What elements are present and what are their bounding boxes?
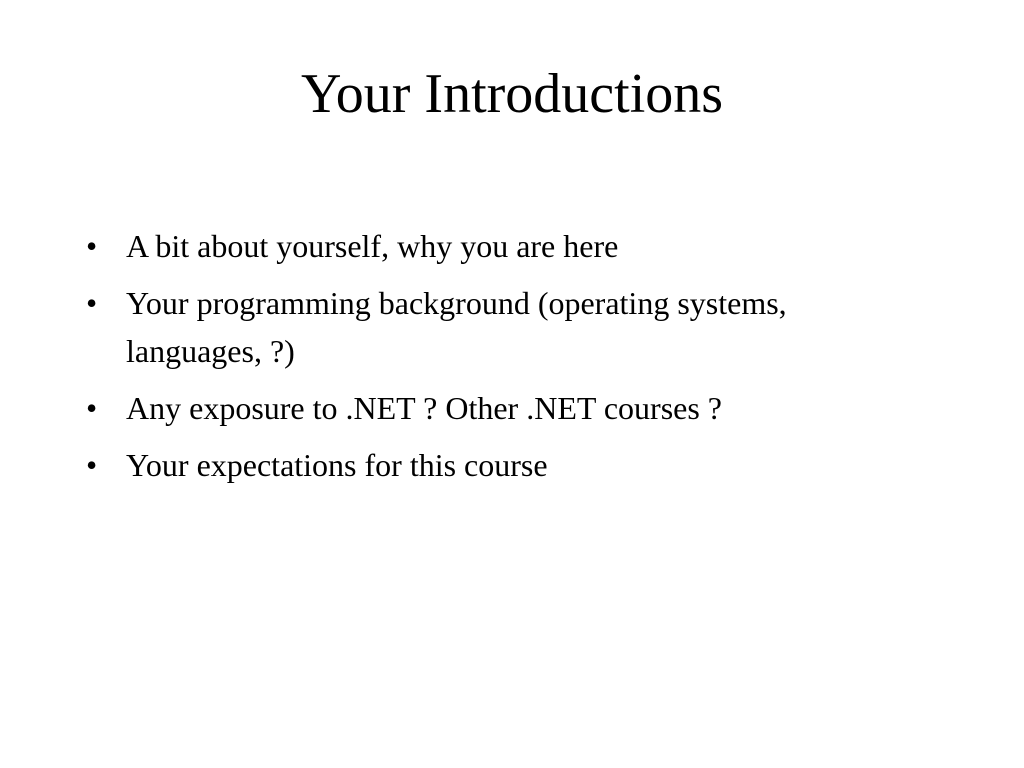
bullet-marker: • — [86, 447, 98, 483]
bullet-text: Any exposure to .NET ? Other .NET courses ? — [126, 390, 722, 426]
bullet-text: A bit about yourself, why you are here — [126, 228, 619, 264]
bullet-item — [86, 222, 926, 270]
bullet-marker: • — [86, 390, 98, 426]
slide-title: Your Introductions — [300, 63, 724, 125]
bullet-item — [86, 279, 926, 375]
bullet-item — [86, 441, 926, 489]
bullet-text: Your expectations for this course — [126, 447, 548, 483]
bullet-item — [86, 384, 926, 432]
bullet-marker: • — [86, 228, 98, 264]
bullet-list — [86, 222, 926, 498]
bullet-text: Your programming background (operating systems, languages, ?) — [126, 285, 787, 369]
bullet-marker: • — [86, 285, 98, 321]
